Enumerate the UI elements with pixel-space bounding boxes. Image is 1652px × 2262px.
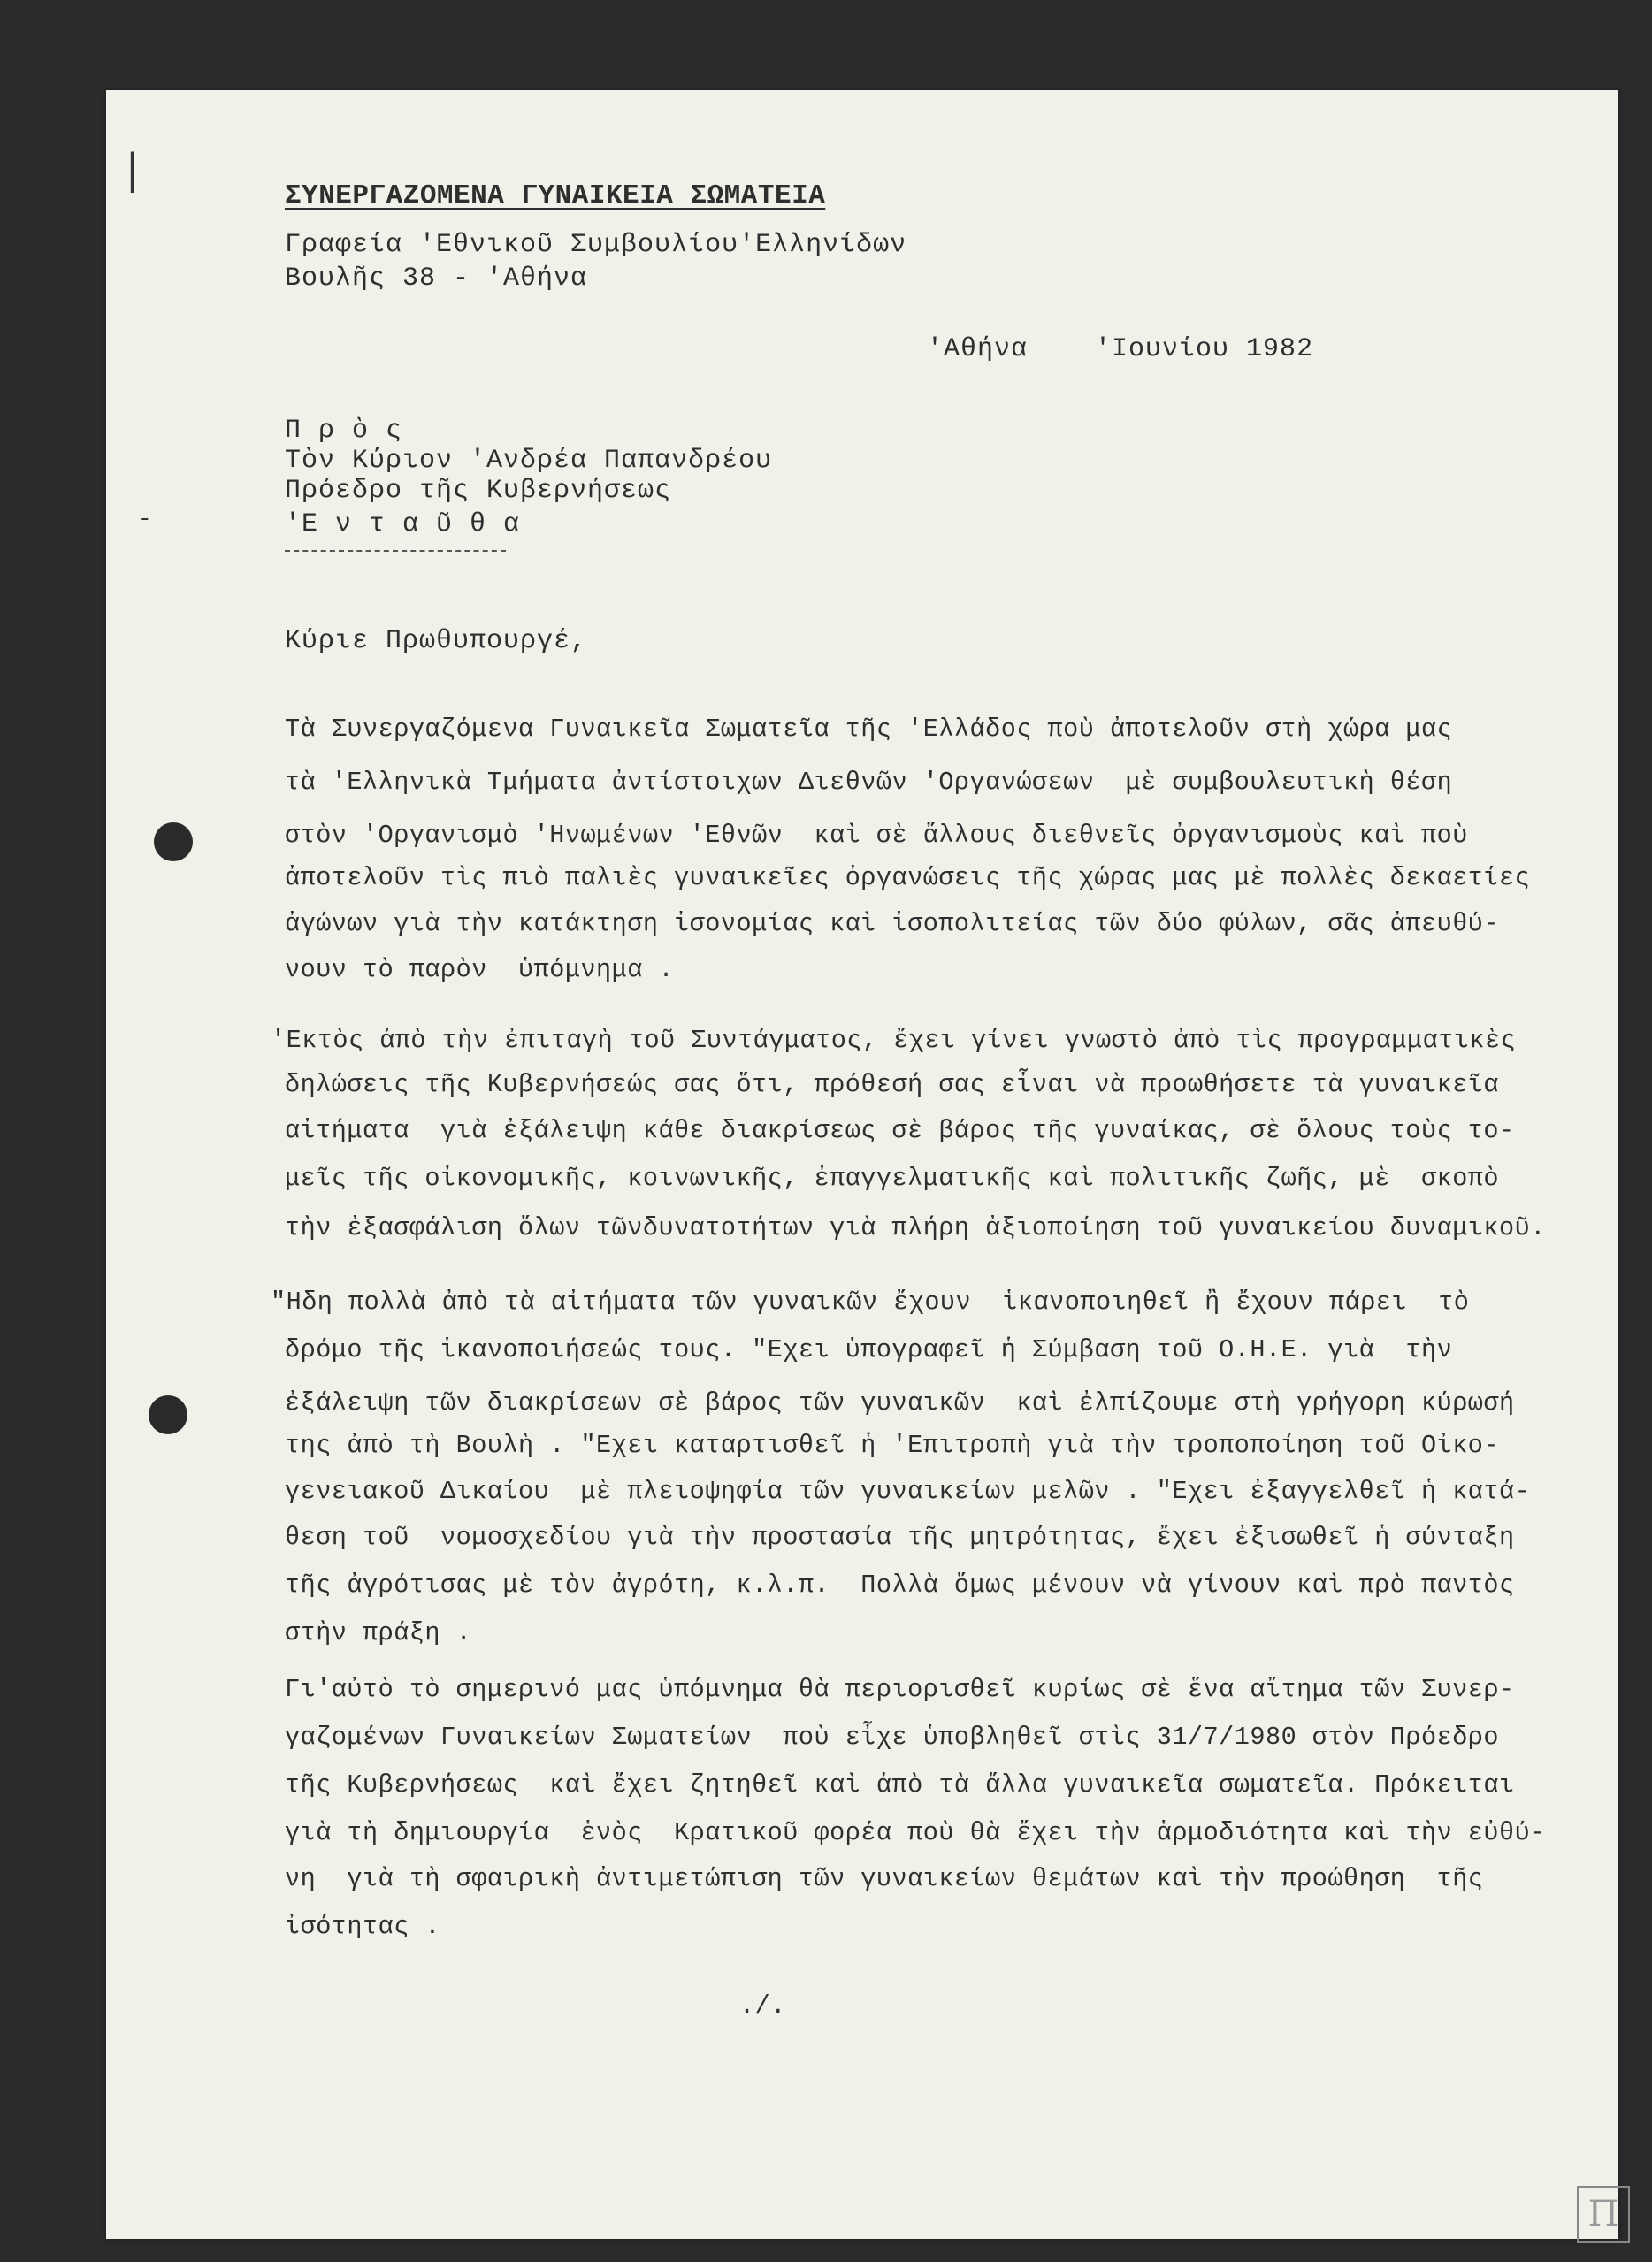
recipient-title: Πρόεδρο τῆς Κυβερνήσεως bbox=[285, 476, 672, 506]
text-line: ἀποτελοῦν τὶς πιὸ παλιὲς γυναικεῖες ὀργανώσεις τῆς χώρας μας μὲ πολλὲς δεκαετίες bbox=[285, 863, 1531, 892]
text-line: ἐξάλειψη τῶν διακρίσεων σὲ βάρος τῶν γυναικῶν καὶ ἐλπίζουμε στὴ γρήγορη κύρωσή bbox=[285, 1388, 1515, 1418]
recipient-separator bbox=[285, 550, 506, 552]
text-line: θεση τοῦ νομοσχεδίου γιὰ τὴν προστασία τῆς μητρότητας, ἔχει ἐξισωθεῖ ἡ σύνταξη bbox=[285, 1523, 1515, 1552]
recipient-to: Π ρ ὸ ς bbox=[285, 416, 403, 446]
address-line: Βουλῆς 38 - 'Αθήνα bbox=[285, 264, 588, 294]
office-line: Γραφεία 'Εθνικοῦ Συμβουλίου'Ελληνίδων bbox=[285, 230, 907, 260]
text-line: τὴν ἐξασφάλιση ὅλων τῶνδυνατοτήτων γιὰ πλήρη ἀξιοποίηση τοῦ γυναικείου δυναμικοῦ. bbox=[285, 1213, 1546, 1242]
text-line: νουν τὸ παρὸν ὑπόμνημα . bbox=[285, 955, 675, 984]
text-line: αἰτήματα γιὰ ἐξάλειψη κάθε διακρίσεως σὲ βάρος τῆς γυναίκας, σὲ ὅλους τοὺς το- bbox=[285, 1116, 1515, 1145]
text-line: γενειακοῦ Δικαίου μὲ πλειοψηφία τῶν γυναικείων μελῶν . "Εχει ἐξαγγελθεῖ ἡ κατά- bbox=[285, 1477, 1531, 1506]
margin-mark: | bbox=[126, 145, 140, 193]
text-line: ἰσότητας . bbox=[285, 1912, 441, 1941]
text-line: στὸν 'Οργανισμὸ 'Ηνωμένων 'Εθνῶν καὶ σὲ ἄλλους διεθνεῖς ὀργανισμοὺς καὶ ποὺ bbox=[285, 821, 1468, 850]
punch-hole-bottom bbox=[149, 1395, 187, 1434]
text-line: δρόμο τῆς ἱκανοποιήσεώς τους. "Εχει ὑπογραφεῖ ἡ Σύμβαση τοῦ Ο.Η.Ε. γιὰ τὴν bbox=[285, 1335, 1453, 1364]
text-line: γαζομένων Γυναικείων Σωματείων ποὺ εἶχε ὑποβληθεῖ στὶς 31/7/1980 στὸν Πρόεδρο bbox=[285, 1723, 1500, 1752]
org-name: ΣΥΝΕΡΓΑΖΟΜΕΝΑ ΓΥΝΑΙΚΕΙΑ ΣΩΜΑΤΕΙΑ bbox=[285, 180, 826, 211]
recipient-name: Τὸν Κύριον 'Ανδρέα Παπανδρέου bbox=[285, 446, 773, 476]
continuation-mark: ./. bbox=[739, 1991, 786, 2021]
text-line: γιὰ τὴ δημιουργία ἑνὸς Κρατικοῦ φορέα ποὺ θὰ ἔχει τὴν ἁρμοδιότητα καὶ τὴν εὐθύ- bbox=[285, 1818, 1546, 1847]
recipient-place: 'Ε ν τ α ῦ θ α bbox=[285, 509, 521, 539]
date-line: 'Αθήνα 'Ιουνίου 1982 bbox=[927, 334, 1314, 364]
margin-dash: - bbox=[138, 506, 152, 532]
archive-logo-icon: Π bbox=[1577, 2186, 1630, 2243]
text-line: τὰ 'Ελληνικὰ Τμήματα ἀντίστοιχων Διεθνῶν 'Οργανώσεων μὲ συμβουλευτικὴ θέση bbox=[285, 768, 1453, 797]
text-line: Γι'αὐτὸ τὸ σημερινό μας ὑπόμνημα θὰ περιορισθεῖ κυρίως σὲ ἕνα αἴτημα τῶν Συνερ- bbox=[285, 1675, 1515, 1704]
text-line: Τὰ Συνεργαζόμενα Γυναικεῖα Σωματεῖα τῆς 'Ελλάδος ποὺ ἀποτελοῦν στὴ χώρα μας bbox=[285, 715, 1453, 744]
text-line: στὴν πράξη . bbox=[285, 1618, 472, 1647]
text-line: τῆς ἀγρότισας μὲ τὸν ἀγρότη, κ.λ.π. Πολλὰ ὅμως μένουν νὰ γίνουν καὶ πρὸ παντὸς bbox=[285, 1570, 1515, 1600]
text-line: "Ηδη πολλὰ ἀπὸ τὰ αἰτήματα τῶν γυναικῶν ἔχουν ἱκανοποιηθεῖ ἢ ἔχουν πάρει τὸ bbox=[271, 1288, 1470, 1317]
text-line: 'Εκτὸς ἀπὸ τὴν ἐπιταγὴ τοῦ Συντάγματος, ἔχει γίνει γνωστὸ ἀπὸ τὶς προγραμματικὲς bbox=[271, 1026, 1517, 1055]
text-line: δηλώσεις τῆς Κυβερνήσεώς σας ὅτι, πρόθεσή σας εἶναι νὰ προωθήσετε τὰ γυναικεῖα bbox=[285, 1070, 1500, 1099]
punch-hole-top bbox=[154, 822, 193, 861]
text-line: ἀγώνων γιὰ τὴν κατάκτηση ἰσονομίας καὶ ἰσοπολιτείας τῶν δύο φύλων, σᾶς ἀπευθύ- bbox=[285, 909, 1500, 938]
text-line: μεῖς τῆς οἰκονομικῆς, κοινωνικῆς, ἐπαγγελματικῆς καὶ πολιτικῆς ζωῆς, μὲ σκοπὸ bbox=[285, 1164, 1500, 1193]
text-line: τῆς Κυβερνήσεως καὶ ἔχει ζητηθεῖ καὶ ἀπὸ τὰ ἄλλα γυναικεῖα σωματεῖα. Πρόκειται bbox=[285, 1770, 1515, 1800]
text-line: της ἀπὸ τὴ Βουλὴ . "Εχει καταρτισθεῖ ἡ 'Επιτροπὴ γιὰ τὴν τροποποίηση τοῦ Οἰκο- bbox=[285, 1431, 1500, 1460]
salutation: Κύριε Πρωθυπουργέ, bbox=[285, 626, 588, 656]
text-line: νη γιὰ τὴ σφαιρικὴ ἀντιμετώπιση τῶν γυναικείων θεμάτων καὶ τὴν προώθηση τῆς bbox=[285, 1864, 1484, 1893]
